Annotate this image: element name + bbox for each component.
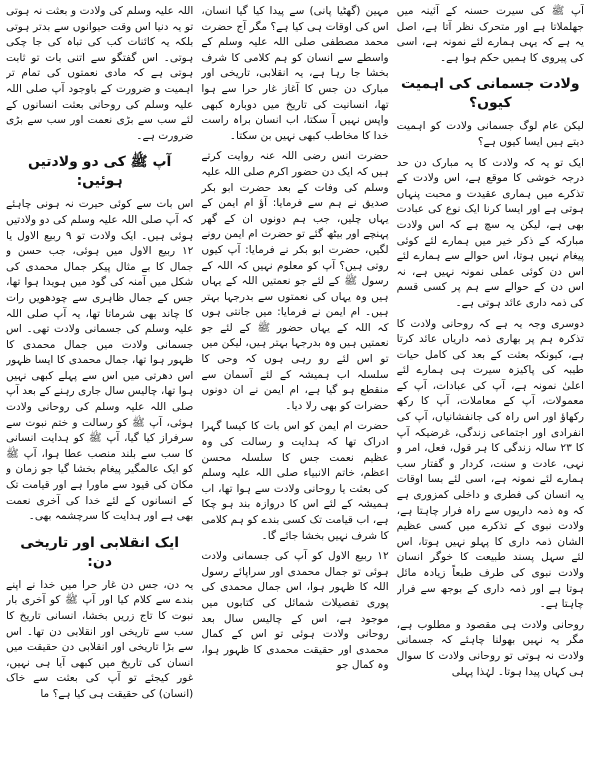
paragraph: دوسری وجہ یہ ہے کہ روحانی ولادت کا تذکرہ ہم پر بھاری ذمہ داریاں عائد کرتا ہے، کیونکہ بعثت کے بعد کی کامل حیات طیبہ کی پاکیزہ سیرت ہی ہمارے لئے اعلیٰ نمونہ ہے، آپ کی عبادات، آپ کے معمولات، آپ کے معاملات، آپ کا رکھ رکھاؤ اور اس راہ کی جانفشانیاں، آپ کی انفرادی اور اجتماعی زندگی، غرضیکہ آپ کا ۲۳ سالہ زندگی کا ہر قول، فعل، امر و نہی، عادت و سنت، کردار و گفتار سب ہمارے لئے نمونہ ہے، اسی لئے بسا اوقات یہ انسان کی فطری و داخلی کمزوری ہے کہ وہ ذمہ داریوں سے راہ فرار چاہتا ہے، ولادت نبوی کے تذکرے میں کسی عظیم الشان ذمہ داری کا پہلو نہیں ہوتا، اس لئے سہل پسند طبیعت کا خوگر انسان ولادت نبوی کی طرف طبعاً زیادہ مائل ہوتا ہے اور ذمہ داری کے بوجھ سے فرار چاہتا ہے۔ xyxy=(396,317,584,611)
paragraph: اس بات سے کوئی حیرت نہ ہونی چاہئے کہ آپ صلی اللہ علیہ وسلم کی دو ولادتیں ہوئی ہیں۔ ایک ولادت تو ۹ ربیع الاول یا ۱۲ ربیع الاول میں ہوئی، جب حسن و جمال کا بے مثال پیکر جمال محمدی کی شکل میں آمنہ کی گود میں ہویدا ہوا تھا، جس کے جمال ظاہری سے چودھویں رات کا چاند بھی شرماتا تھا، یہ آپ صلی اللہ علیہ وسلم کی جسمانی ولادت تھی۔ اس جسمانی ولادت میں جمال محمدی کا ظہور ہوا تھا، جمال محمدی کا ایسا ظہور اس دھرتی میں اس سے پہلے کبھی نہیں ہوا تھا، چالیس سال جاری رہنے کے بعد آپ صلی اللہ علیہ وسلم کی روحانی ولادت ہوئی، آپ ﷺ کو رسالت و ختم نبوت سے سرفراز کیا گیا، آپ ﷺ کو ہدایت انسانی کا سب سے بلند منصب عطا ہوا، آپ ﷺ کو ایک عالمگیر پیغام بخشا گیا جو زمان و مکان کی قیود سے ماورا ہے اور قیامت تک کے انسانوں کے لئے خدا کی آخری نعمت بھی ہے اور ہدایت کا سرچشمہ بھی۔ xyxy=(6,198,194,523)
column-left xyxy=(397,4,584,776)
column-middle xyxy=(201,4,388,776)
section-heading: ایک انقلابی اور تاریخی دن: xyxy=(20,534,180,570)
paragraph: ایک تو یہ کہ ولادت کا یہ مبارک دن حد درجہ خوشی کا موقع ہے، اس ولادت کے تذکرے میں ہماری عقیدت و محبت پنہاں ہوتی ہے اور ایسا کرنا ایک نوع کی عبادت بھی ہے، لیکن یہ سچ ہے کہ اس ولادت مبارکہ کے ذکر خیر میں ہمارے لئے کوئی پیغام نہیں ہوتا، اس حوالے سے ہمارے لئے اس دن کوئی عملی نمونہ نہیں ہے، نہ اس دن کے حوالے سے ہم پر کسی قسم کی ذمہ داری عائد ہوتی ہے۔ xyxy=(396,156,584,309)
paragraph: یہ دن، جس دن غار حرا میں خدا نے اپنے بندے سے کلام کیا اور آپ ﷺ کو آخری بار نبوت کا تاج زریں بخشا، انسانی تاریخ کا سب سے تاریخی اور انقلابی دن تھا۔ اس سے بڑا تاریخی اور انقلابی دن حقیقت میں انسان کی تاریخ میں کبھی آیا ہی نہیں، غور کیجئے تو آپ کی بعثت سے خاک (انسان) کی حقیقت ہی کیا ہے؟ ما xyxy=(6,578,194,700)
paragraph: روحانی ولادت ہی مقصود و مطلوب ہے، مگر یہ نہیں بھولنا چاہئے کہ جسمانی ولادت نہ ہوتی تو روحانی ولادت کا سوال ہی کہاں پیدا ہوتا۔ لہٰذا پہلی xyxy=(396,618,584,678)
paragraph: حضرت انس رضی اللہ عنہ روایت کرتے ہیں کہ ایک دن حضور اکرم صلی اللہ علیہ وسلم کی وفات کے بعد حضرت ابو بکر صدیق نے ہم سے فرمایا: آؤ ام ایمن کے یہاں چلیں، جب ہم دونوں ان کے گھر پہنچے اور بیٹھ گئے تو حضرت ام ایمن رونے لگیں، حضرت ابو بکر نے فرمایا: آپ کیوں روتی ہیں؟ آپ کو معلوم نہیں کہ اللہ کے رسول ﷺ کے لئے جو نعمتیں اللہ کے یہاں ہیں وہ یہاں کی نعمتوں سے بدرجہا بہتر ہیں۔ ام ایمن نے فرمایا: میں جانتی ہوں کہ اللہ کے یہاں حضور ﷺ کے لئے جو نعمتیں ہیں وہ بدرجہا بہتر ہیں، لیکن میں تو اس لئے رو رہی ہوں کہ وحی کا سلسلہ اب ہمیشہ کے لئے آسمان سے منقطع ہو گیا ہے، ام ایمن نے ان دونوں حضرات کو بھی رلا دیا۔ xyxy=(201,150,389,412)
paragraph: لیکن عام لوگ جسمانی ولادت کو اہمیت دیتے ہیں ایسا کیوں ہے؟ xyxy=(396,120,584,148)
paragraph: مہین (گھٹیا پانی) سے پیدا کیا گیا انسان، اس کی اوقات ہی کیا ہے؟ مگر آج حضرت محمد مصطفی صلی اللہ علیہ وسلم کے واسطے سے انسان کو ہم کلامی کا شرف بخشا جا رہا ہے، یہ انقلابی، تاریخی اور مبارک دن جس کا آغاز غار حرا سے ہوا تھا، انسانیت کی تاریخ میں دوبارہ کبھی واپس نہیں آ سکتا، اب انسان براہ راست خدا کا مخاطب کبھی نہیں بن سکتا۔ xyxy=(201,5,389,142)
paragraph: اللہ علیہ وسلم کی ولادت و بعثت نہ ہوتی تو یہ دنیا اس وقت حیوانوں سے بدتر ہوتی بلکہ یہ کائنات کب کی تباہ کی جا چکی ہوتی۔ اس گفتگو سے اتنی بات تو ثابت ہوتی ہے کہ مادی نعمتوں کی تمام تر اہمیت و ضرورت کے باوجود آپ صلی اللہ علیہ وسلم کی روحانی بعثت انسانوں کے لئے سب سے بڑی نعمت اور سب سے بڑی ضرورت ہے۔ xyxy=(6,5,194,142)
column-right xyxy=(6,4,193,776)
section-heading: آپ ﷺ کی دو ولادتیں ہوئیں: xyxy=(27,154,172,190)
paragraph: ۱۲ ربیع الاول کو آپ کی جسمانی ولادت ہوئی تو جمال محمدی اور سراپائے رسول اللہ کا ظہور ہوا، اس جمال محمدی کی پوری تفصیلات شمائل کی کتابوں میں موجود ہے، اس کے چالیس سال بعد روحانی ولادت ہوئی تو اس کے کمال محمدی اور حقیقت محمدی کا ظہور ہوا، وہ کمال جو xyxy=(201,550,389,672)
section-heading: ولادت جسمانی کی اہمیت کیوں؟ xyxy=(401,76,580,112)
paragraph: حضرت ام ایمن کو اس بات کا کیسا گہرا ادراک تھا کہ ہدایت و رسالت کی وہ عظیم نعمت جس کا سلسلہ محسن اعظم، خاتم الانبیاء صلی اللہ علیہ وسلم کی بعثت یا روحانی ولادت سے ہوا تھا، اب ہمیشہ کے لئے اس کا دروازہ بند ہو چکا ہے، اب قیامت تک کسی بندے کو ہم کلامی کا شرف نہیں بخشا جائے گا۔ xyxy=(201,420,389,542)
paragraph: آپ ﷺ کی سیرت حسنہ کے آئینہ میں جھلملاتا ہے اور متحرک نظر آتا ہے، اصل یہ ہے کہ یہی ہمارے لئے نمونہ ہے، اسی کی پیروی کا ہمیں حکم ہوا ہے۔ xyxy=(396,5,584,64)
